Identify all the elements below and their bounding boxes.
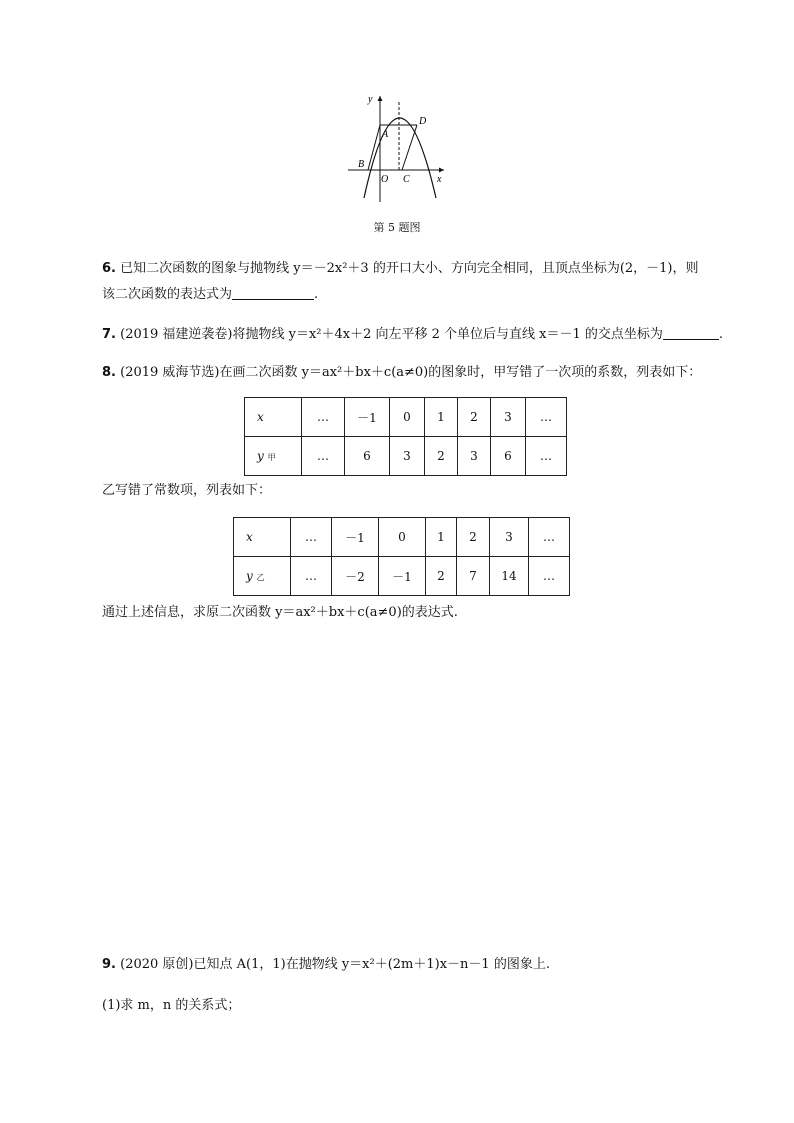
question-6-text: 已知二次函数的图象与抛物线 y＝－2x²＋3 的开口大小、方向完全相同，且顶点坐标为(2，－1)，则 bbox=[120, 261, 699, 276]
table-cell: －1 bbox=[345, 398, 390, 437]
table-cell: 6 bbox=[345, 437, 390, 476]
table-cell: 1 bbox=[426, 518, 457, 557]
table-cell: 3 bbox=[390, 437, 425, 476]
table-cell: －1 bbox=[332, 518, 379, 557]
table-row bbox=[234, 557, 570, 596]
question-8-text-3: 通过上述信息，求原二次函数 y＝ax²＋bx＋c(a≠0)的表达式. bbox=[102, 605, 458, 620]
x-header: x bbox=[245, 398, 302, 437]
question-7-end: . bbox=[718, 327, 724, 342]
label-y: y bbox=[368, 94, 373, 105]
label-c: C bbox=[403, 174, 410, 185]
segment-cd bbox=[402, 125, 417, 170]
question-9 bbox=[102, 952, 742, 978]
table-cell: 3 bbox=[458, 437, 491, 476]
table-row bbox=[245, 437, 567, 476]
question-8-text: (2019 威海节选)在画二次函数 y＝ax²＋bx＋c(a≠0)的图象时，甲写错了一次项的系数，列表如下： bbox=[120, 365, 702, 380]
label-x: x bbox=[437, 174, 442, 185]
question-7 bbox=[102, 322, 752, 348]
question-6-text-2: 该二次函数的表达式为 bbox=[102, 287, 233, 302]
table-cell: … bbox=[526, 398, 567, 437]
table-cell: 0 bbox=[379, 518, 426, 557]
question-8-number: 8. bbox=[102, 365, 116, 380]
label-d: D bbox=[419, 116, 427, 127]
table-cell: 0 bbox=[390, 398, 425, 437]
table-cell: 3 bbox=[490, 518, 529, 557]
y-header: y 乙 bbox=[234, 557, 291, 596]
question-6-number: 6. bbox=[102, 261, 116, 276]
table-yi bbox=[233, 517, 570, 596]
figure-caption: 第 5 题图 bbox=[373, 221, 421, 234]
table-cell: 2 bbox=[457, 518, 490, 557]
label-a: A bbox=[382, 129, 389, 140]
table-cell: … bbox=[291, 518, 332, 557]
answer-blank-7[interactable] bbox=[663, 325, 719, 340]
question-8-text-2: 乙写错了常数项，列表如下： bbox=[102, 483, 272, 498]
table-cell: … bbox=[529, 557, 570, 596]
y-header: y 甲 bbox=[245, 437, 302, 476]
table-row bbox=[234, 518, 570, 557]
table-cell: 14 bbox=[490, 557, 529, 596]
table-cell: 7 bbox=[457, 557, 490, 596]
table-cell: 2 bbox=[458, 398, 491, 437]
parabola-figure bbox=[340, 90, 450, 210]
table-cell: … bbox=[302, 398, 345, 437]
parabola-curve bbox=[364, 118, 436, 198]
question-7-number: 7. bbox=[102, 327, 116, 342]
answer-blank-6[interactable] bbox=[232, 285, 314, 300]
table-cell: 2 bbox=[426, 557, 457, 596]
question-8 bbox=[102, 360, 742, 386]
x-header: x bbox=[234, 518, 291, 557]
question-9-text: (2020 原创)已知点 A(1，1)在抛物线 y＝x²＋(2m＋1)x－n－1 的图象上. bbox=[120, 957, 550, 972]
table-cell: 6 bbox=[491, 437, 526, 476]
table-cell: … bbox=[302, 437, 345, 476]
question-7-text: (2019 福建逆袭卷)将抛物线 y＝x²＋4x＋2 向左平移 2 个单位后与直线 x＝－1 的交点坐标为 bbox=[120, 327, 663, 342]
question-6-end: . bbox=[314, 287, 319, 302]
label-b: B bbox=[358, 159, 365, 170]
table-cell: … bbox=[526, 437, 567, 476]
y-axis-arrow bbox=[378, 96, 383, 101]
label-o: O bbox=[381, 174, 389, 185]
table-cell: 3 bbox=[491, 398, 526, 437]
x-axis-arrow bbox=[439, 168, 444, 173]
question-9-part-1: (1)求 m，n 的关系式； bbox=[102, 998, 241, 1013]
question-6 bbox=[102, 256, 742, 308]
table-cell: －2 bbox=[332, 557, 379, 596]
table-cell: 1 bbox=[425, 398, 458, 437]
table-jia bbox=[244, 397, 567, 476]
table-cell: －1 bbox=[379, 557, 426, 596]
table-row bbox=[245, 398, 567, 437]
table-cell: … bbox=[529, 518, 570, 557]
table-cell: 2 bbox=[425, 437, 458, 476]
question-9-number: 9. bbox=[102, 957, 116, 972]
table-cell: … bbox=[291, 557, 332, 596]
